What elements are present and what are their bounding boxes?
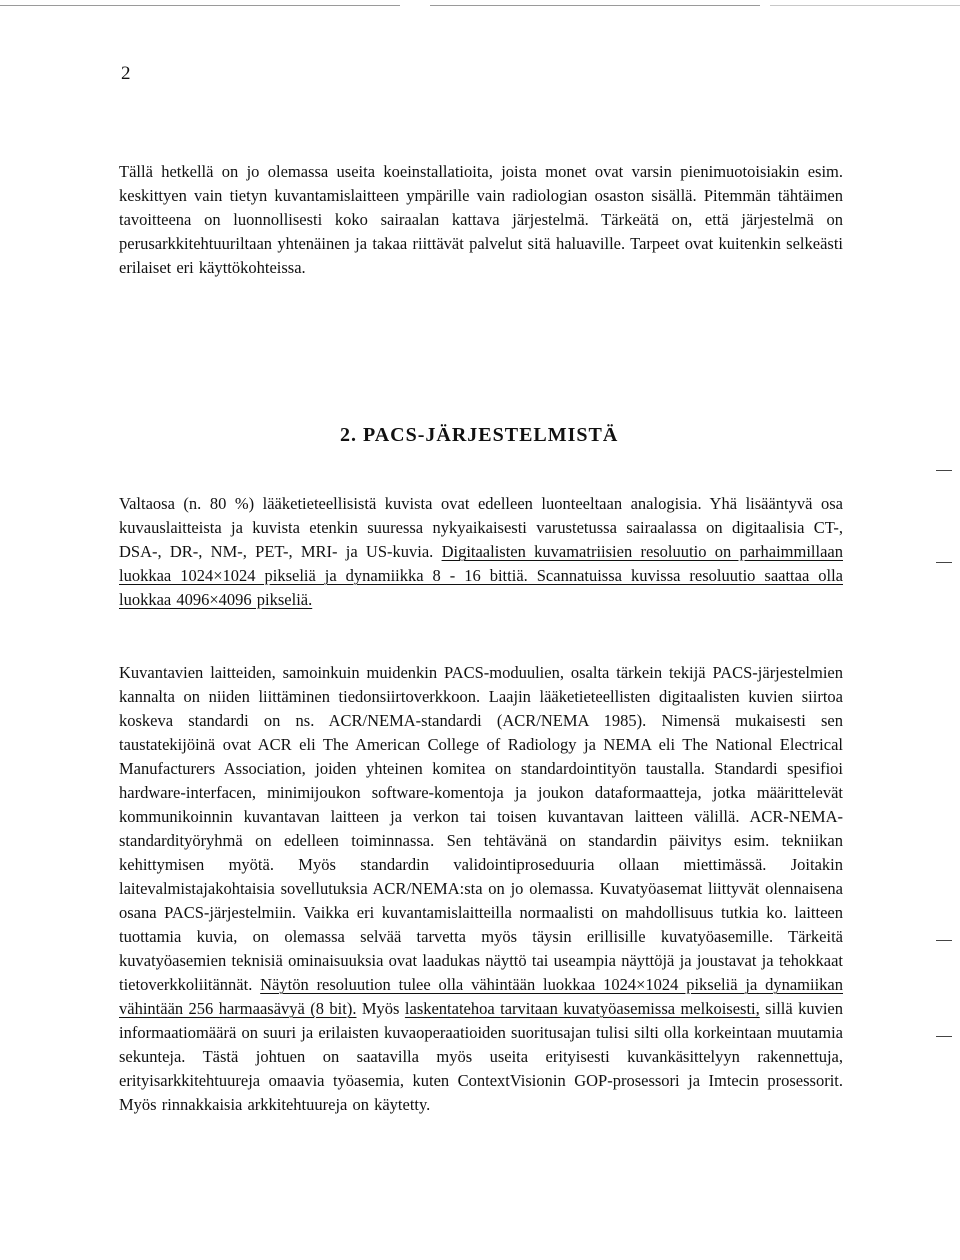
underlined-text: laskentatehoa tarvitaan kuvatyöasemissa melkoisesti, (404, 999, 760, 1018)
margin-mark (936, 1036, 952, 1037)
page-number: 2 (121, 63, 131, 84)
paragraph-text: Valtaosa (n. 80 %) lääketieteellisistä kuvista ovat edelleen luonteeltaan analogisia. Yhä lisääntyvä osa kuvauslaitteista ja kuvista etenkin suuressa nykyaikaisesti varustetussa sairaalassa on digitaalisia CT-, DSA-, DR-, NM-, PET-, MRI- ja US-kuvia. (119, 494, 843, 561)
section-heading: 2. PACS-JÄRJESTELMISTÄ (340, 424, 619, 446)
scan-border-line (770, 5, 960, 6)
margin-mark (936, 470, 952, 471)
paragraph-text: Kuvantavien laitteiden, samoinkuin muidenkin PACS-moduulien, osalta tärkein tekijä PACS-järjestelmien kannalta on niiden liittäminen tiedonsiirtoverkkoon. Laajin lääketieteellisten digitaalisten kuvien siirtoa koskeva standardi on ns. ACR/NEMA-standardi (ACR/NEMA 1985). Nimensä mukaisesti sen taustatekijöinä ovat ACR eli The American College of Radiology ja NEMA eli The National Electrical Manufacturers Association, joiden yhteinen komitea on standardointityön taustalla. Standardi spesifioi hardware-interfacen, minimijoukon software-komentoja ja joukon dataformaatteja, jotka määrittelevät kommunikoinnin kuvantavan laitteen ja verkon tai toisen kuvantavan laitteen välillä. ACR-NEMA-standardityöryhmä on edelleen toiminnassa. Sen tehtävänä on standardin päivitys esim. tekniikan kehittymisen myötä. Myös standardin validointiproseduuria ollaan miettimässä. Joitakin laitevalmistajakohtaisia sovellutuksia ACR/NEMA:sta on jo olemassa. Kuvatyöasemat liittyvät olennaisena osana PACS-järjestelmiin. Vaikka eri kuvantamislaitteilla normaalisti on mahdollisuus tutkia ko. laitteen tuottamia kuvia, on olemassa selvää tarvetta myös täysin erillisille kuvatyöasemille. Tärkeitä kuvatyöasemien teknisiä ominaisuuksia ovat laadukas näyttö tai useampia näyttöjä ja joustavat ja tehokkaat tietoverkkoliitännät. (119, 663, 843, 994)
paragraph-standards-workstations (119, 661, 843, 1117)
margin-mark (936, 562, 952, 563)
paragraph-analog-digital (119, 492, 843, 612)
scan-border-line (430, 5, 760, 6)
underlined-text: Digitaalisten kuvamatriisien resoluutio on parhaimmillaan luokkaa 1024×1024 pikseliä ja dynamiikka 8 - 16 bittiä. Scannatuissa kuvissa resoluutio saattaa olla luokkaa 4096×4096 pikseliä. (119, 542, 843, 609)
margin-mark (936, 940, 952, 941)
paragraph-text: Myös (356, 999, 405, 1018)
paragraph-text: sillä kuvien informaatiomäärä on suuri ja erilaisten kuvaoperaatioiden suoritusajan tulisi silti olla korkeintaan muutamia sekunteja. Tästä johtuen on saatavilla myös useita erityisesti kuvankäsittelyyn rakennettuja, erityisarkkitehtuureja omaavia työasemia, kuten ContextVisionin GOP-prosessori ja Imtecin prosessorit. Myös rinnakkaisia arkkitehtuureja on käytetty. (119, 999, 844, 1114)
scan-border-line (0, 5, 400, 6)
paragraph-intro: Tällä hetkellä on jo olemassa useita koeinstallatioita, joista monet ovat varsin pienimuotoisiakin esim. keskittyen vain tietyn kuvantamislaitteen ympärille vain radiologian osaston sisällä. Pitemmän tähtäimen tavoitteena on luonnollisesti koko sairaalan kattava järjestelmä. Tärkeätä on, että järjestelmä on perusarkkitehtuuriltaan yhtenäinen ja takaa riittävät palvelut sitä haluaville. Tarpeet ovat kuitenkin selkeästi erilaiset eri käyttökohteissa. (119, 162, 843, 277)
underlined-text: Näytön resoluution tulee olla vähintään luokkaa 1024×1024 pikseliä ja dynamiikan vähintään 256 harmaasävyä (8 bit). (119, 975, 843, 1018)
